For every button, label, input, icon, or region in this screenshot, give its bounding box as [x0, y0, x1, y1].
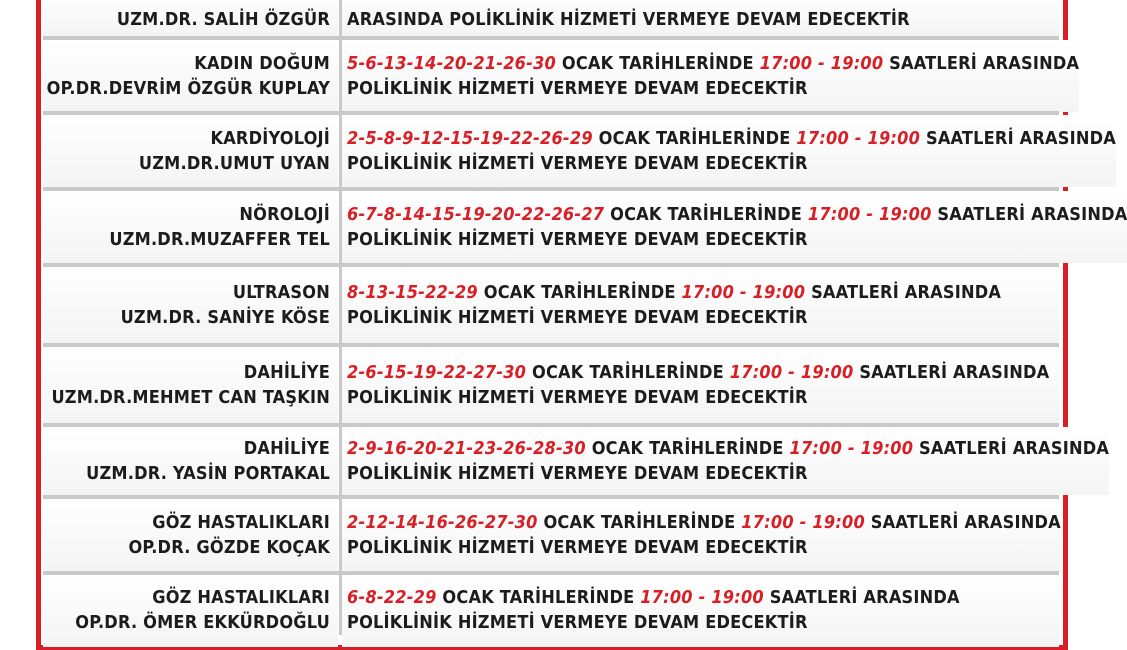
- doctor-name: OP.DR. GÖZDE KOÇAK: [128, 537, 330, 558]
- month-label: OCAK TARİHLERİNDE: [610, 204, 803, 225]
- schedule-line: [347, 510, 1061, 535]
- service-line: POLİKLİNİK HİZMETİ VERMEYE DEVAM EDECEKTİR: [347, 78, 808, 99]
- month-label: OCAK TARİHLERİNDE: [561, 53, 754, 74]
- doctor-cell: [43, 499, 338, 571]
- table-row: [43, 499, 1059, 571]
- dates: 8-13-15-22-29: [347, 282, 478, 303]
- schedule-line: [347, 360, 1059, 385]
- range-label: SAATLERİ ARASINDA: [919, 438, 1110, 459]
- department-name: GÖZ HASTALIKLARI: [152, 587, 330, 608]
- time-range: 17:00 - 19:00: [796, 128, 921, 149]
- doctor-name: UZM.DR. SANİYE KÖSE: [120, 307, 330, 328]
- doctor-name: UZM.DR.MUZAFFER TEL: [109, 229, 330, 250]
- time-range: 17:00 - 19:00: [807, 204, 932, 225]
- column-divider: [339, 40, 342, 112]
- table-row: [43, 40, 1080, 112]
- schedule-line: [347, 436, 1109, 461]
- schedule-cell: [342, 0, 1059, 36]
- dates: 2-12-14-16-26-27-30: [347, 512, 538, 533]
- time-range: 17:00 - 19:00: [640, 587, 764, 608]
- doctor-cell: [43, 347, 338, 423]
- schedule-cell: [342, 40, 1079, 112]
- schedule-line: [347, 126, 1116, 151]
- service-line: POLİKLİNİK HİZMETİ VERMEYE DEVAM EDECEKTİR: [347, 153, 808, 174]
- table-row: [43, 267, 1059, 343]
- department-name: KADIN DOĞUM: [194, 53, 330, 74]
- range-label: SAATLERİ ARASINDA: [925, 128, 1116, 149]
- time-range: 17:00 - 19:00: [741, 512, 865, 533]
- time-range: 17:00 - 19:00: [789, 438, 914, 459]
- department-name: NÖROLOJİ: [239, 204, 330, 225]
- column-divider: [339, 347, 342, 423]
- month-label: OCAK TARİHLERİNDE: [598, 128, 791, 149]
- table-row: [43, 0, 1059, 36]
- column-divider: [339, 575, 342, 635]
- department-name: GÖZ HASTALIKLARI: [152, 512, 330, 533]
- doctor-name: UZM.DR. SALİH ÖZGÜR: [116, 9, 330, 30]
- service-line: ARASINDA POLİKLİNİK HİZMETİ VERMEYE DEVAM EDECEKTİR: [347, 9, 910, 30]
- table-row: [43, 575, 1059, 647]
- schedule-cell: [342, 427, 1109, 495]
- dates: 6-8-22-29: [347, 587, 437, 608]
- schedule-line: [347, 202, 1127, 227]
- schedule-cell: [342, 347, 1059, 423]
- doctor-cell: [43, 427, 338, 495]
- month-label: OCAK TARİHLERİNDE: [532, 362, 724, 383]
- table-row: [43, 191, 1127, 263]
- doctor-cell: [43, 267, 338, 343]
- department-name: ULTRASON: [232, 282, 330, 303]
- schedule-cell: [342, 115, 1116, 187]
- range-label: SAATLERİ ARASINDA: [859, 362, 1050, 383]
- service-line: POLİKLİNİK HİZMETİ VERMEYE DEVAM EDECEKTİR: [347, 537, 808, 558]
- column-divider: [339, 0, 342, 36]
- schedule-line: [347, 51, 1079, 76]
- dates: 2-5-8-9-12-15-19-22-26-29: [347, 128, 593, 149]
- table-row: [43, 427, 1110, 495]
- schedule-cell: [342, 575, 1059, 647]
- schedule-cell: [342, 191, 1127, 263]
- range-label: SAATLERİ ARASINDA: [870, 512, 1061, 533]
- dates: 2-9-16-20-21-23-26-28-30: [347, 438, 586, 459]
- table-row: [43, 115, 1116, 187]
- range-label: SAATLERİ ARASINDA: [937, 204, 1127, 225]
- department-name: DAHİLİYE: [243, 438, 330, 459]
- range-label: SAATLERİ ARASINDA: [769, 587, 960, 608]
- service-line: POLİKLİNİK HİZMETİ VERMEYE DEVAM EDECEKTİR: [347, 229, 808, 250]
- month-label: OCAK TARİHLERİNDE: [442, 587, 635, 608]
- column-divider: [339, 115, 342, 187]
- service-line: POLİKLİNİK HİZMETİ VERMEYE DEVAM EDECEKTİR: [347, 612, 808, 633]
- column-divider: [339, 267, 342, 343]
- dates: 2-6-15-19-22-27-30: [347, 362, 527, 383]
- doctor-name: UZM.DR.MEHMET CAN TAŞKIN: [51, 387, 330, 408]
- doctor-name: UZM.DR.UMUT UYAN: [138, 153, 330, 174]
- doctor-name: UZM.DR. YASİN PORTAKAL: [86, 463, 330, 484]
- dates: 5-6-13-14-20-21-26-30: [347, 53, 557, 74]
- time-range: 17:00 - 19:00: [759, 53, 884, 74]
- service-line: POLİKLİNİK HİZMETİ VERMEYE DEVAM EDECEKTİR: [347, 387, 808, 408]
- schedule-cell: [342, 267, 1059, 343]
- range-label: SAATLERİ ARASINDA: [889, 53, 1080, 74]
- doctor-cell: [43, 40, 338, 112]
- time-range: 17:00 - 19:00: [681, 282, 806, 303]
- doctor-name: OP.DR. ÖMER EKKÜRDOĞLU: [75, 612, 330, 633]
- department-name: DAHİLİYE: [243, 362, 330, 383]
- schedule-cell: [342, 499, 1061, 571]
- column-divider: [339, 191, 342, 263]
- time-range: 17:00 - 19:00: [729, 362, 854, 383]
- doctor-cell: [43, 191, 338, 263]
- doctor-name: OP.DR.DEVRİM ÖZGÜR KUPLAY: [46, 78, 330, 99]
- service-line: POLİKLİNİK HİZMETİ VERMEYE DEVAM EDECEKTİR: [347, 463, 808, 484]
- month-label: OCAK TARİHLERİNDE: [543, 512, 736, 533]
- month-label: OCAK TARİHLERİNDE: [483, 282, 676, 303]
- schedule-line: [347, 585, 1059, 610]
- column-divider: [339, 499, 342, 571]
- dates: 6-7-8-14-15-19-20-22-26-27: [347, 204, 605, 225]
- table-row: [43, 347, 1059, 423]
- doctor-cell: [43, 575, 338, 647]
- service-line: POLİKLİNİK HİZMETİ VERMEYE DEVAM EDECEKTİR: [347, 307, 808, 328]
- schedule-line: [347, 280, 1059, 305]
- doctor-cell: [43, 115, 338, 187]
- month-label: OCAK TARİHLERİNDE: [591, 438, 784, 459]
- doctor-cell: [43, 0, 338, 36]
- column-divider: [339, 427, 342, 495]
- department-name: KARDİYOLOJİ: [210, 128, 330, 149]
- range-label: SAATLERİ ARASINDA: [811, 282, 1002, 303]
